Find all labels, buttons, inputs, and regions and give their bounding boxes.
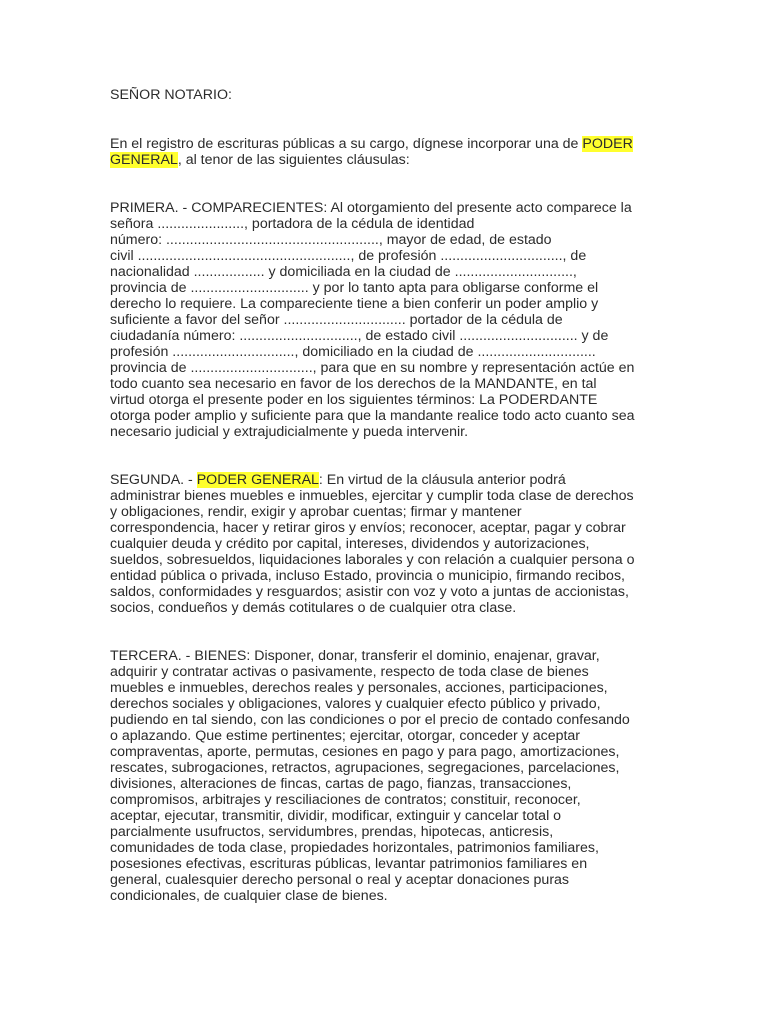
clause-tercera-line: compraventas, aporte, permutas, cesiones en pago y para pago, amortizaciones, [110, 744, 620, 760]
clause-tercera-line: posesiones efectivas, escrituras públicas, levantar patrimonios familiares en [110, 856, 588, 872]
clause-segunda-line: entidad pública o privada, incluso Estado, provincia o municipio, firmando recibos, [110, 568, 625, 584]
clause-segunda-line: correspondencia, hacer y retirar giros y envíos; reconocer, aceptar, pagar y cobrar [110, 520, 626, 536]
clause-primera-line: todo cuanto sea necesario en favor de los derechos de la MANDANTE, en tal [110, 376, 597, 392]
highlighted-text: PODER [582, 136, 633, 152]
clause-tercera-line: divisiones, alteraciones de fincas, cartas de pago, fianzas, transacciones, [110, 776, 572, 792]
clause-segunda-line: sueldos, sobresueldos, liquidaciones laborales y con relación a cualquier persona o [110, 552, 635, 568]
clause-tercera-line: o aplazando. Que estime pertinentes; ejercitar, otorgar, conceder y aceptar [110, 728, 581, 744]
highlighted-text: PODER GENERAL [196, 472, 319, 488]
clause-primera-line: provincia de ..............................., para que en su nombre y representación actúe en [110, 360, 635, 376]
clause-segunda-line: saldos, conformidades y resguardos; asistir con voz y voto a juntas de accionistas, [110, 584, 629, 600]
clause-tercera-line: parcialmente usufructos, servidumbres, prendas, hipotecas, anticresis, [110, 824, 554, 840]
clause-primera-line: provincia de .............................. y por lo tanto apta para obligarse conforme el [110, 280, 599, 296]
clause-primera-line: nacionalidad .................. y domiciliada en la ciudad de .............................., [110, 264, 577, 280]
text-segment: En el registro de escrituras públicas a su cargo, dígnese incorporar una de [110, 136, 583, 152]
clause-tercera-line: pudiendo en tal siendo, con las condiciones o por el precio de contado confesando [110, 712, 630, 728]
clause-segunda-line: y obligaciones, rendir, exigir y aprobar cuentas; firmar y mantener [110, 504, 522, 520]
clause-tercera-line: condicionales, de cualquier clase de bienes. [110, 888, 388, 904]
text-segment: SEGUNDA. - [110, 472, 197, 488]
clause-tercera-line: derechos sociales y obligaciones, valores y cualquier efecto público y privado, [110, 696, 601, 712]
clause-tercera-line: TERCERA. - BIENES: Disponer, donar, transferir el dominio, enajenar, gravar, [110, 648, 600, 664]
clause-tercera [110, 648, 662, 904]
text-segment: : En virtud de la cláusula anterior podrá [318, 472, 566, 488]
clause-segunda-line: socios, condueños y demás cotitulares o de cualquier otra clase. [110, 600, 517, 616]
highlighted-text: GENERAL [110, 152, 178, 168]
clause-primera-line: suficiente a favor del señor ............................... portador de la cédula de [110, 312, 563, 328]
clause-tercera-line: rescates, subrogaciones, retractos, agrupaciones, segregaciones, parcelaciones, [110, 760, 620, 776]
spacer [110, 616, 662, 648]
clause-primera [110, 200, 662, 440]
spacer [110, 440, 662, 472]
clause-primera-line: señora ......................, portadora de la cédula de identidad [110, 216, 475, 232]
text-segment: , al tenor de las siguientes cláusulas: [177, 152, 410, 168]
clause-tercera-line: general, cualesquier derecho personal o real y aceptar donaciones puras [110, 872, 570, 888]
document-title: SEÑOR NOTARIO: [110, 87, 232, 103]
clause-tercera-line: comunidades de toda clase, propiedades horizontales, patrimonios familiares, [110, 840, 599, 856]
clause-tercera-line: compromisos, arbitrajes y resciliaciones de contratos; constituir, reconocer, [110, 792, 581, 808]
intro-line [110, 136, 662, 152]
intro-line [110, 152, 662, 168]
clause-primera-line: otorga poder amplio y suficiente para que la mandante realice todo acto cuanto sea [110, 408, 635, 424]
clause-primera-line: ciudadanía número: .............................., de estado civil .............................. y de [110, 328, 609, 344]
clause-primera-line: virtud otorga el presente poder en los siguientes términos: La PODERDANTE [110, 392, 598, 408]
clause-segunda [110, 472, 662, 616]
clause-primera-line: civil ......................................................, de profesión ..............................., de [110, 248, 587, 264]
document-body [110, 87, 662, 904]
clause-primera-line: profesión ..............................., domiciliado en la ciudad de .............................. [110, 344, 596, 360]
clause-segunda-line [110, 472, 662, 488]
spacer [110, 168, 662, 200]
clause-tercera-line: aceptar, ejecutar, transmitir, dividir, modificar, extinguir y cancelar total o [110, 808, 562, 824]
clause-primera-line: necesario judicial y extrajudicialmente y pueda intervenir. [110, 424, 469, 440]
clause-primera-line: PRIMERA. - COMPARECIENTES: Al otorgamiento del presente acto comparece la [110, 200, 632, 216]
intro-paragraph [110, 136, 662, 168]
clause-primera-line: número: ......................................................, mayor de edad, de estado [110, 232, 552, 248]
clause-tercera-line: muebles e inmuebles, derechos reales y personales, acciones, participaciones, [110, 680, 608, 696]
clause-tercera-line: adquirir y contratar activas o pasivamente, respecto de toda clase de bienes [110, 664, 589, 680]
spacer [110, 103, 662, 136]
clause-primera-line: derecho lo requiere. La compareciente tiene a bien conferir un poder amplio y [110, 296, 599, 312]
clause-segunda-line: administrar bienes muebles e inmuebles, ejercitar y cumplir toda clase de derechos [110, 488, 634, 504]
clause-segunda-line: cualquier deuda y crédito por capital, intereses, dividendos y autorizaciones, [110, 536, 590, 552]
